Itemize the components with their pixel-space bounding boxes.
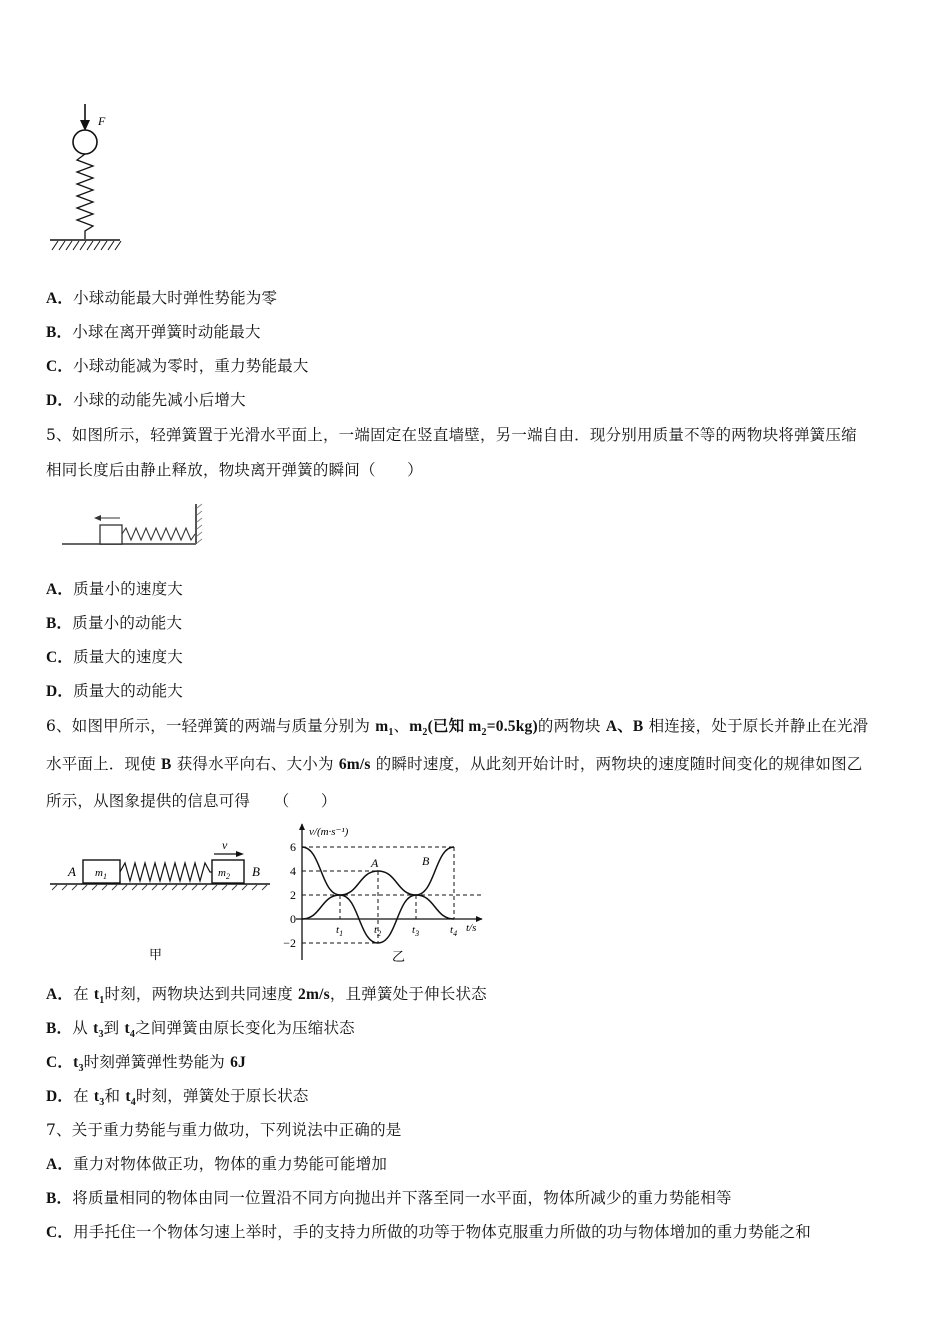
q5-stem-line2: 相同长度后由静止释放，物块离开弹簧的瞬间（ ） [46,461,423,479]
text: 、 [393,717,410,735]
option-letter: A． [46,581,74,598]
option-letter: A． [46,986,74,1003]
text: 和 [104,1087,126,1105]
subscript: 3 [78,1063,84,1075]
q5-option-a [46,577,183,599]
y-tick-label: 6 [290,840,296,854]
x-tick-label: $t_2$ [374,924,382,938]
y-axis-label: v/(m·s⁻¹) [309,826,349,838]
text: 获得水平向右、大小为 [171,755,339,773]
series-b-label: B [422,854,430,868]
option-letter: A． [46,290,74,307]
q7-option-c [46,1220,811,1242]
option-letter: D． [46,1088,74,1105]
subscript: 1 [388,727,394,739]
y-tick-label: 2 [290,888,296,902]
option-letter: B． [46,1190,73,1207]
x-tick-label: $t_4$ [450,924,458,938]
option-letter: B． [46,324,73,341]
x-axis-label: t/s [466,922,477,934]
q7-option-b [46,1186,732,1208]
text: 6、如图甲所示，一轻弹簧的两端与质量分别为 [46,717,376,735]
text: A、B [605,718,644,735]
q6-option-d [46,1084,309,1108]
velocity-arrow-head [236,851,244,857]
ball-spring-figure [44,100,128,252]
q6-stem-line2 [46,752,863,774]
text: 时刻，弹簧处于原长状态 [135,1087,309,1105]
q4-option-b [46,320,261,342]
option-letter: C． [46,1054,74,1071]
option-letter: B． [46,1020,73,1037]
option-text: 小球动能减为零时，重力势能最大 [73,357,309,375]
option-letter: C． [46,358,74,375]
option-text: 小球的动能先减小后增大 [73,391,246,409]
ground-hatch [52,885,267,890]
text: 6J [230,1054,247,1071]
text: t [73,1054,79,1071]
text: 在 [73,985,94,1003]
q7-stem: 7、关于重力势能与重力做功，下列说法中正确的是 [46,1121,402,1139]
text: t [93,1088,100,1105]
series-labels [370,854,430,870]
q5-option-d [46,679,183,701]
text: 的两物块 [537,717,606,735]
figure-jia [46,830,276,966]
text: (已知 [427,718,469,735]
spring [120,863,212,881]
option-text: 质量小的动能大 [72,614,183,632]
x-tick-label: $t_1$ [336,924,344,938]
subscript: 2 [422,727,428,739]
q5-option-b [46,611,182,633]
text: 相连接，处于原长并静止在光滑 [643,717,869,735]
q6-option-a [46,982,487,1006]
subscript: 1 [99,995,105,1007]
text: 时刻，两物块达到共同速度 [104,985,299,1003]
option-letter: B． [46,615,73,632]
q5-stem-line1: 5、如图所示，轻弹簧置于光滑水平面上，一端固定在竖直墙壁，另一端自由．现分别用质量不等的两物块将弹簧压缩 [46,426,857,444]
q4-option-c [46,354,309,376]
text: 到 [103,1019,125,1037]
q4-option-a [46,286,277,308]
ball [73,130,97,154]
vt-chart [276,818,492,968]
option-letter: C． [46,1224,74,1241]
block-spring-figure [58,500,204,550]
option-text: 质量大的速度大 [73,648,183,666]
x-tick-label: $t_3$ [412,924,420,938]
subscript: 4 [129,1029,136,1041]
text: t [93,1020,99,1037]
text: m [375,718,389,735]
option-letter: C． [46,649,74,666]
ground-hatch [52,241,121,250]
m2-label: $m_2$ [218,867,230,881]
text: m [468,718,482,735]
text: 6m/s [338,756,371,773]
text: 2m/s [298,986,330,1003]
text: 之间弹簧由原长变化为压缩状态 [135,1019,355,1037]
horizontal-spring [122,528,195,540]
y-tick-label: 0 [290,912,296,926]
text: 在 [73,1087,94,1105]
velocity-label: v [222,838,228,852]
block [100,525,122,544]
m1-label: $m_1$ [95,867,107,881]
subscript: 3 [99,1097,105,1109]
label-b: B [252,864,260,879]
text: t [124,1020,130,1037]
text: ，且弹簧处于伸长状态 [329,985,487,1003]
option-text: 将质量相同的物体由同一位置沿不同方向抛出并下落至同一水平面，物体所减少的重力势能相等 [72,1189,732,1207]
chart-caption: 乙 [392,949,406,964]
direction-arrow-head [94,515,101,521]
label-a: A [68,864,76,879]
q6-option-b [46,1016,355,1040]
text: m [409,718,423,735]
text: t [93,986,100,1003]
q6-option-c [46,1050,246,1074]
option-text: 质量小的速度大 [73,580,183,598]
option-text: 重力对物体做正功，物体的重力势能可能增加 [73,1155,388,1173]
q4-option-d [46,388,246,410]
option-text: 小球动能最大时弹性势能为零 [73,289,278,307]
y-tick-group [283,840,296,950]
text: 从 [72,1019,94,1037]
option-text: 用手托住一个物体匀速上举时，手的支持力所做的功等于物体克服重力所做的功与物体增加的重力势能之和 [73,1223,811,1241]
option-text: 小球在离开弹簧时动能最大 [72,323,261,341]
q6-stem-line1 [46,714,868,738]
option-letter: A． [46,1156,74,1173]
text: t [125,1088,131,1105]
option-letter: D． [46,392,74,409]
x-tick-group [336,924,457,938]
subscript: 3 [98,1029,104,1041]
y-tick-label: 4 [290,864,296,878]
text: 水平面上．现使 [46,755,162,773]
option-text: 质量大的动能大 [73,682,183,700]
text: 时刻弹簧弹性势能为 [83,1053,231,1071]
series-a-label: A [371,856,379,870]
text: =0.5kg) [486,718,538,735]
option-letter: D． [46,683,74,700]
text: B [161,756,172,773]
wall-hatch [197,504,202,543]
q7-option-a [46,1152,387,1174]
figure-jia-caption: 甲 [149,947,163,962]
y-tick-label: −2 [283,936,296,950]
vertical-spring [77,154,93,239]
q6-stem-line3: 所示，从图象提供的信息可得 （ ） [46,792,337,810]
subscript: 2 [481,727,487,739]
q5-option-c [46,645,183,667]
force-label: F [98,114,106,128]
text: 的瞬时速度，从此刻开始计时，两物块的速度随时间变化的规律如图乙 [370,755,863,773]
subscript: 4 [130,1097,136,1109]
